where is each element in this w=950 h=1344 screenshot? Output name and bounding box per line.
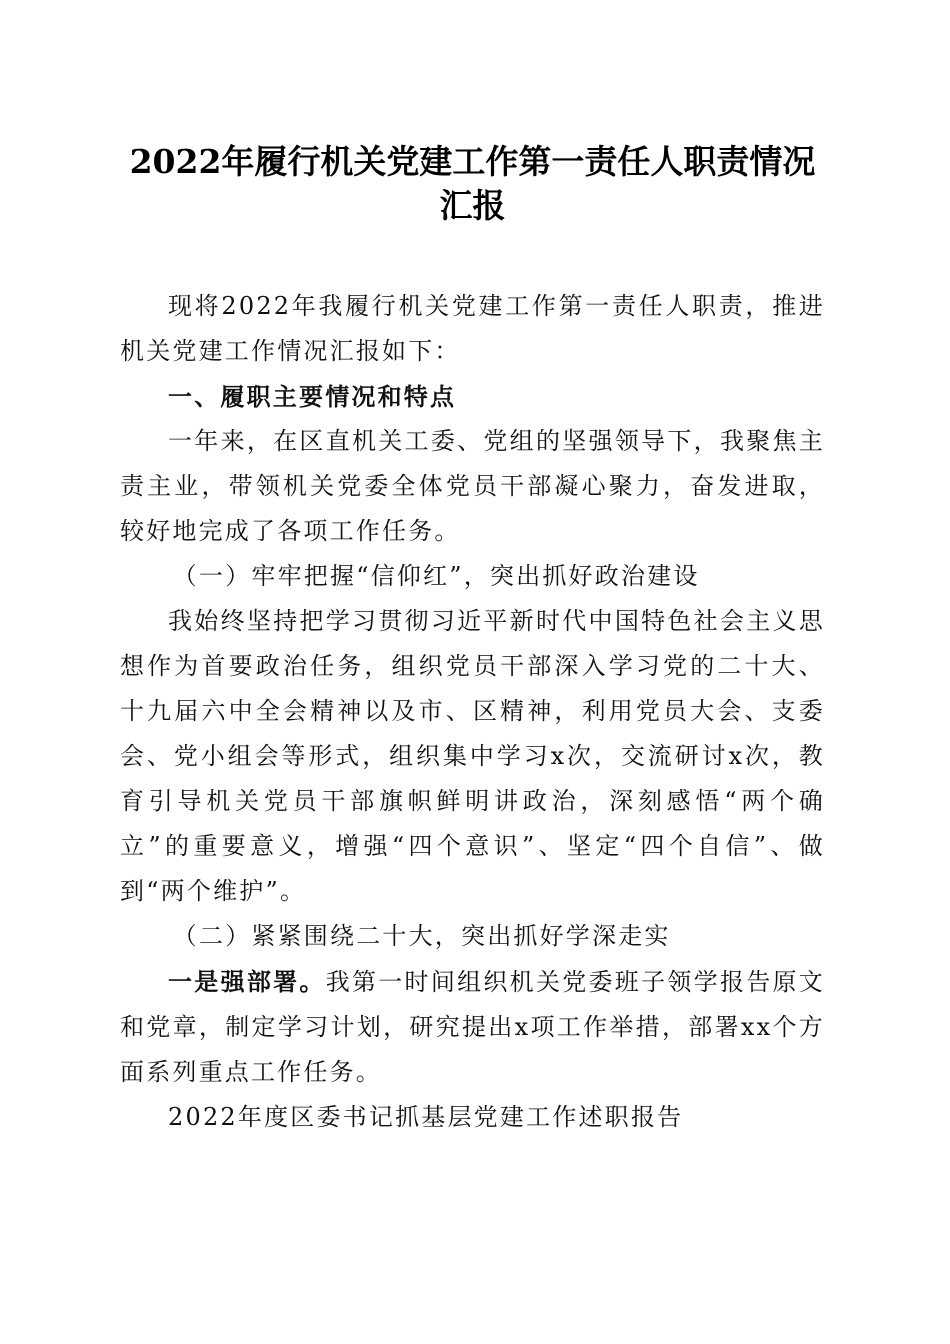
document-page: [120, 0, 825, 1140]
document-title: 2022年履行机关党建工作第一责任人职责情况汇报: [129, 142, 816, 225]
section-1-heading: 一、履职主要情况和特点: [168, 382, 457, 411]
related-report-link-text: 2022年度区委书记抓基层党建工作述职报告: [168, 1103, 684, 1131]
document-body: [120, 284, 825, 1140]
section-1-paragraph: 一年来，在区直机关工委、党组的坚强领导下，我聚焦主责主业，带领机关党委全体党员干部凝心聚力，奋发进取，较好地完成了各项工作任务。: [120, 427, 825, 545]
subsection-2-heading: （二）紧紧围绕二十大，突出抓好学深走实: [172, 922, 671, 950]
intro-paragraph: 现将2022年我履行机关党建工作第一责任人职责，推进机关党建工作情况汇报如下：: [120, 292, 825, 365]
subsection-2-lead: 一是强部署。: [168, 967, 326, 996]
subsection-1-heading: （一）牢牢把握“信仰红”，突出抓好政治建设: [172, 562, 700, 590]
subsection-1-paragraph: 我始终坚持把学习贯彻习近平新时代中国特色社会主义思想作为首要政治任务，组织党员干部深入学习党的二十大、十九届六中全会精神以及市、区精神，利用党员大会、支委会、党小组会等形式，组织集中学习x次，交流研讨x次，教育引导机关党员干部旗帜鲜明讲政治，深刻感悟“两个确立”的重要意义，增强“四个意识”、坚定“四个自信”、做到“两个维护”。: [120, 607, 825, 905]
subsection-2-text: 我第一时间组织机关党委班子领学报告原文和党章，制定学习计划，研究提出x项工作举措，部署xx个方面系列重点工作任务。: [120, 968, 825, 1086]
subsection-2-paragraph: [120, 959, 825, 1095]
